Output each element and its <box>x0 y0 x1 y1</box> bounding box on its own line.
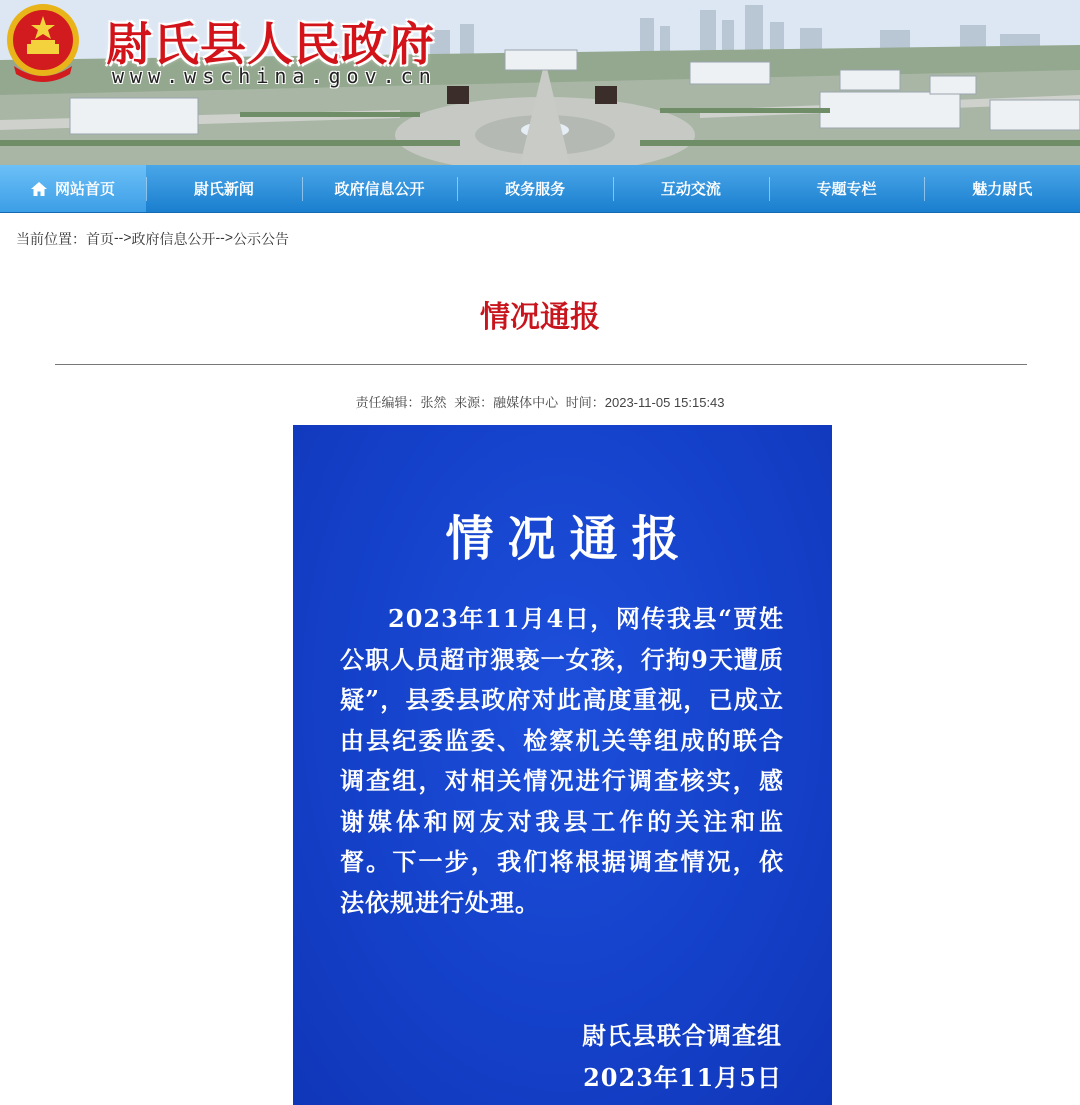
notice-signature-block <box>582 1015 782 1099</box>
meta-time: 时间：2023-11-05 15:15:43 <box>565 395 725 410</box>
nav-item-label: 专题专栏 <box>816 180 877 198</box>
notice-body: 2023年11月4日，网传我县“贾姓公职人员超市猥亵一女孩，行拘9天遭质疑”，县委县政府对此高度重视，已成立由县纪委监委、检察机关等组成的联合调查组，对相关情况进行调查核实，感谢媒体和网友对我县工作的关注和监督。下一步，我们将根据调查情况，依法依规进行处理。 <box>340 604 784 917</box>
breadcrumb-notice-link[interactable]: 公示公告 <box>233 231 289 247</box>
national-emblem-icon <box>0 0 86 86</box>
nav-item-topics[interactable] <box>769 165 925 212</box>
notice-heading: 情况通报 <box>445 511 694 567</box>
nav-item-charm[interactable] <box>924 165 1080 212</box>
article-title: 情况通报 <box>480 301 600 334</box>
nav-item-services[interactable] <box>457 165 613 212</box>
nav-item-label: 政务服务 <box>505 180 566 198</box>
breadcrumb-prefix: 当前位置： <box>16 231 86 247</box>
home-icon <box>31 182 47 196</box>
title-divider <box>55 364 1027 365</box>
meta-editor: 责任编辑：张然 <box>355 395 447 410</box>
site-title: 尉氏县人民政府 <box>106 17 435 71</box>
main-nav <box>0 165 1080 213</box>
nav-item-label: 魅力尉氏 <box>972 180 1033 198</box>
breadcrumb-separator: --> <box>114 229 132 245</box>
breadcrumb-home-link[interactable]: 首页 <box>86 231 114 247</box>
nav-item-label: 网站首页 <box>54 180 115 198</box>
notice-signature: 尉氏县联合调查组 <box>582 1021 782 1050</box>
breadcrumb-gov-info-link[interactable]: 政府信息公开 <box>131 231 216 247</box>
nav-item-interaction[interactable] <box>613 165 769 212</box>
nav-item-news[interactable] <box>146 165 302 212</box>
site-url: www.wschina.gov.cn <box>112 64 437 88</box>
nav-item-home[interactable] <box>0 165 146 212</box>
notice-image <box>293 425 832 1105</box>
breadcrumb <box>16 229 289 249</box>
nav-item-label: 互动交流 <box>660 180 721 198</box>
nav-item-label: 尉氏新闻 <box>193 180 254 198</box>
meta-source: 来源：融媒体中心 <box>454 395 559 410</box>
breadcrumb-separator: --> <box>215 229 233 245</box>
header-banner <box>0 0 1080 165</box>
notice-date: 2023年11月5日 <box>583 1063 782 1092</box>
nav-item-gov-info[interactable] <box>302 165 458 212</box>
article-meta <box>0 392 1080 411</box>
nav-item-label: 政府信息公开 <box>334 180 425 198</box>
